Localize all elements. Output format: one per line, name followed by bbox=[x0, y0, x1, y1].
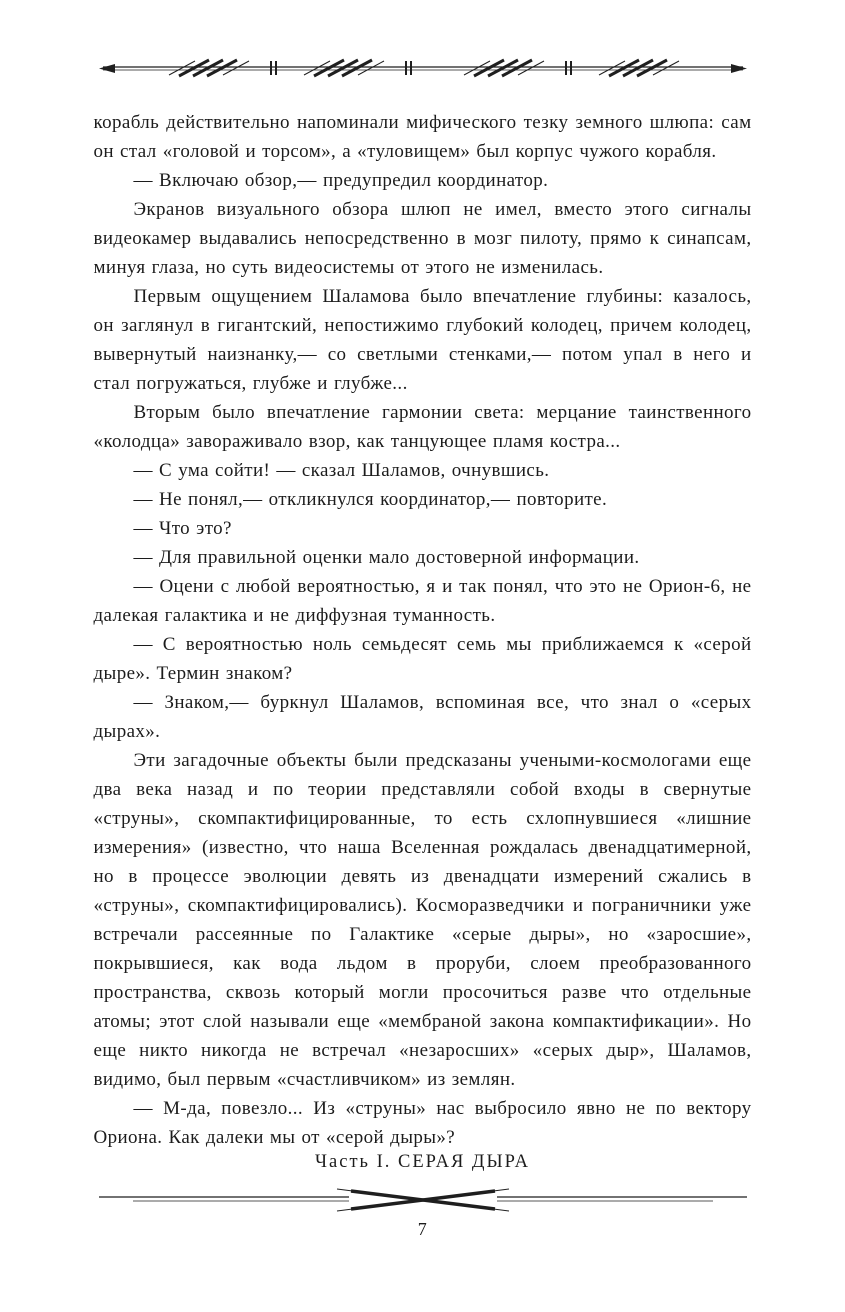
paragraph: Экранов визуального обзора шлюп не имел, вместо этого сигналы видеокамер выдавались непосредственно в мозг пилоту, прямо к синапсам, минуя глаза, но суть видеосистемы от этого не изменилась. bbox=[93, 199, 752, 278]
paragraph: — Включаю обзор,— предупредил координатор. bbox=[133, 170, 549, 191]
paragraph: — С ума сойти! — сказал Шаламов, очнувшись. bbox=[133, 460, 550, 481]
paragraph: Эти загадочные объекты были предсказаны учеными-космологами еще два века назад и по теории представляли собой входы в свернутые «струны», скомпактифицированные, то есть схлопнувшиеся «лишние измерения» (известно, что наша Вселенная рождалась двенадцатимерной, но в процессе эволюции девять из двенадцати измерений сжались в «струны», скомпактифицировались). Косморазведчики и пограничники уже встречали рассеянные по Галактике «серые дыры», но «заросшие», покрывшиеся, как вода льдом в проруби, слоем преобразованного пространства, сквозь который могли просочиться разве что отдельные атомы; этот слой называли еще «мембраной закона компактификации». Но еще никто никогда не встречал «незаросших» «серых дыр», Шаламов, видимо, был первым «счастливчиком» из землян. bbox=[93, 750, 752, 1090]
bowtie-rule-divider-icon bbox=[99, 1187, 747, 1213]
part-title: Часть I. СЕРАЯ ДЫРА bbox=[315, 1152, 530, 1172]
braided-rule-divider-icon bbox=[99, 58, 747, 78]
paragraph: корабль действительно напоминали мифического тезку земного шлюпа: сам он стал «головой и торсом», а «туловищем» был корпус чужого корабля. bbox=[93, 112, 752, 162]
paragraph: — Что это? bbox=[133, 518, 232, 539]
paragraph: — С вероятностью ноль семьдесят семь мы приближаемся к «серой дыре». Термин знаком? bbox=[93, 634, 752, 684]
paragraph: — М-да, повезло... Из «струны» нас выбросило явно не по вектору Ориона. Как далеки мы от «серой дыры»? bbox=[93, 1098, 752, 1148]
paragraph: Первым ощущением Шаламова было впечатление глубины: казалось, он заглянул в гигантский, непостижимо глубокий колодец, причем колодец, вывернутый наизнанку,— со светлыми стенками,— потом упал в него и стал погружаться, глубже и глубже... bbox=[93, 286, 752, 394]
page-number: 7 bbox=[417, 1219, 428, 1239]
page-footer bbox=[0, 1152, 845, 1240]
paragraph: — Для правильной оценки мало достоверной информации. bbox=[133, 547, 640, 568]
paragraph: — Не понял,— откликнулся координатор,— повторите. bbox=[133, 489, 608, 510]
page-body bbox=[94, 108, 752, 1152]
paragraph: — Оцени с любой вероятностью, я и так понял, что это не Орион-6, не далекая галактика и не диффузная туманность. bbox=[93, 576, 752, 626]
paragraph: — Знаком,— буркнул Шаламов, вспоминая все, что знал о «серых дырах». bbox=[93, 692, 752, 742]
paragraph: Вторым было впечатление гармонии света: мерцание таинственного «колодца» завораживало взор, как танцующее пламя костра... bbox=[93, 402, 752, 452]
